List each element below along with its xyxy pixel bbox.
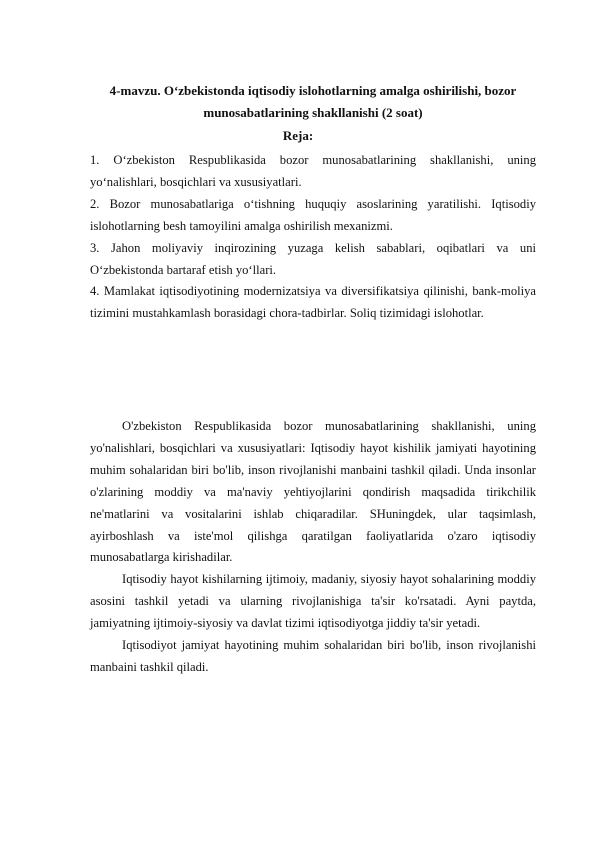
plan-item-1: 1. O‘zbekiston Respublikasida bozor munosabatlarining shakllanishi, uning yo‘nalishlari, bosqichlari va xususiyatlari. <box>90 153 536 189</box>
plan-item-2: 2. Bozor munosabatlariga o‘tishning huquqiy asoslarining yaratilishi. Iqtisodiy islohotlarning besh tamoyilini amalga oshirilish mexanizmi. <box>90 196 536 233</box>
body-text <box>90 416 536 679</box>
plan-item-3: 3. Jahon moliyaviy inqirozining yuzaga kelish sabablari, oqibatlari va uni O‘zbekistonda bartaraf etish yo‘llari. <box>90 240 536 277</box>
plan-item-4: 4. Mamlakat iqtisodiyotining modernizatsiya va diversifikatsiya qilinishi, bank-moliya tizimini mustahkamlash borasidagi chora-tadbirlar. Soliq tizimidagi islohotlar. <box>90 284 536 321</box>
paragraph-3: Iqtisodiyot jamiyat hayotining muhim sohalaridan biri bo'lib, inson rivojlanishi manbaini tashkil qiladi. <box>90 638 536 674</box>
paragraph-2: Iqtisodiy hayot kishilarning ijtimoiy, madaniy, siyosiy hayot sohalarining moddiy asosini tashkil yetadi va ularning rivojlanishiga ta'sir ko'rsatadi. Ayni paytda, jamiyatning ijtimoiy-siyosiy va davlat tizimi iqtisodiyotga jiddiy ta'sir yetadi. <box>90 572 536 631</box>
paragraph-1: O'zbekiston Respublikasida bozor munosabatlarining shakllanishi, uning yo'nalishlari, bosqichlari va xususiyatlari: Iqtisodiy hayot kishilik jamiyati hayotining muhim sohalaridan biri bo'lib, inson rivojlanishi manbaini tashkil qiladi. Unda insonlar o'zlarining moddiy va ma'naviy yehtiyojlarini qondirish maqsadida tirikchilik ne'matlarini va vositalarini ishlab chiqaradilar. SHuningdek, ular taqsimlash, ayirboshlash va iste'mol qilishga qaratilgan faoliyatlarida o'zaro iqtisodiy munosabatlarga kirishadilar. <box>90 419 536 565</box>
plan-heading: Reja: <box>282 128 314 143</box>
plan-list <box>90 150 536 325</box>
topic-title: 4-mavzu. O‘zbekistonda iqtisodiy islohotlarning amalga oshirilishi, bozor munosabatlarining shakllanishi (2 soat) <box>109 83 517 120</box>
